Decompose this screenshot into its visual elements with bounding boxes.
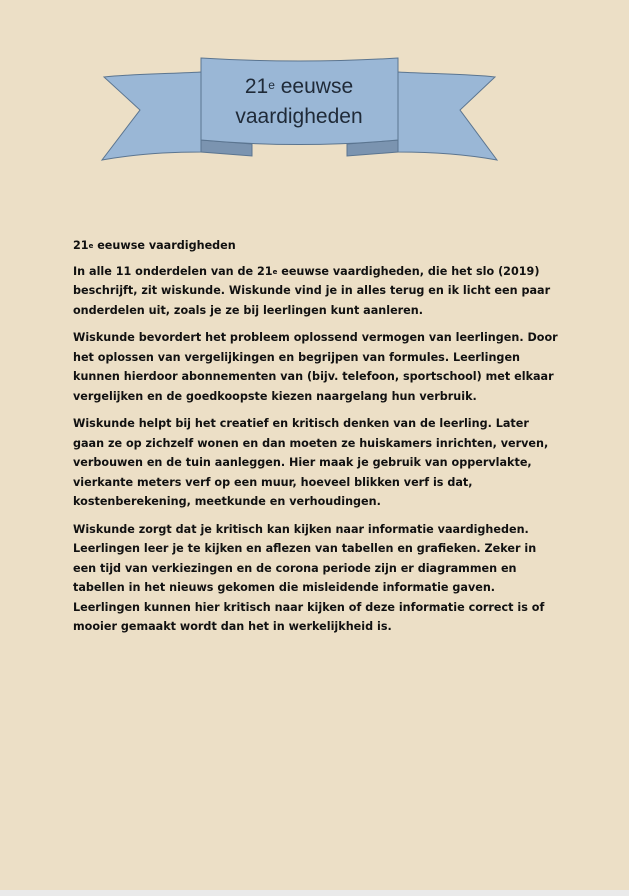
paragraph-problem-solving: Wiskunde bevordert het probleem oplossend vermogen van leerlingen. Door het oplossen van vergelijkingen en begrijpen van formules. Leerlingen kunnen hierdoor abonnementen van (bijv. telefoon, sportschool) met elkaar vergelijken en de goedkoopste kiezen naargelang hun verbruik. (73, 331, 558, 403)
paragraph-intro: In alle 11 onderdelen van de 21e eeuwse vaardigheden, die het slo (2019) beschrijft, zit wiskunde. Wiskunde vind je in alles terug en ik licht een paar onderdelen uit, zoals je ze bij leerlingen kunt aanleren. (73, 264, 551, 317)
banner-title (200, 60, 398, 144)
ribbon-left-tail (102, 72, 201, 160)
banner-title-line2: vaardigheden (235, 105, 363, 128)
document-body (73, 236, 563, 645)
paragraph-information-skills: Wiskunde zorgt dat je kritisch kan kijken naar informatie vaardigheden. Leerlingen leer je te kijken en aflezen van tabellen en grafieken. Zeker in een tijd van verkiezingen en de corona periode zijn er diagrammen en tabellen in het nieuws gekomen die misleidende informatie gaven. Leerlingen kunnen hier kritisch naar kijken of deze informatie correct is of mooier gemaakt wordt dan het in werkelijkheid is. (73, 522, 545, 633)
banner-title-line1: 21e eeuwse (244, 75, 354, 98)
paragraph-creative-thinking: Wiskunde helpt bij het creatief en kritisch denken van de leerling. Later gaan ze op zichzelf wonen en dan moeten ze huiskamers inrichten, verven, verbouwen en de tuin aanleggen. Hier maak je gebruik van oppervlakte, vierkante meters verf op een muur, hoeveel blikken verf is dat, kostenberekening, meetkunde en verhoudingen. (73, 417, 549, 508)
ribbon-right-tail (398, 72, 497, 160)
section-heading: 21e eeuwse vaardigheden (73, 239, 236, 252)
